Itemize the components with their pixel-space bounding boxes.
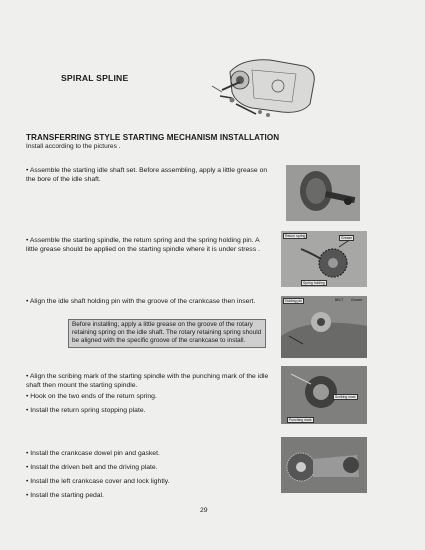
label-holding-pin: Holding pin <box>285 299 302 303</box>
step-stopping-plate-text: • Install the return spring stopping plate. <box>26 407 146 414</box>
label-scribing-mark: Scribing mark <box>335 395 356 399</box>
step-crankcase-cover-text: • Install the left crankcase cover and lock lightly. <box>26 478 170 485</box>
section-subtitle: Install according to the pictures . <box>26 143 121 150</box>
photo-scribing-mark <box>281 366 367 424</box>
step-dowel-pin-text: • Install the crankcase dowel pin and gasket. <box>26 450 160 457</box>
grease-note-text: Before installing, apply a little grease on the groove of the rotary retaining spring on the idle shaft. The rotary retaining spring should be aligned with the specific groove of the crankcase to install. <box>72 321 262 345</box>
step-idle-shaft-text: • Assemble the starting idle shaft set. Before assembling, apply a little grease on the bore of the idle shaft. <box>26 167 268 183</box>
heading-spiral-spline: SPIRAL SPLINE <box>61 73 129 83</box>
label-punching-mark: Punching mark <box>289 418 312 422</box>
grease-note-box <box>68 319 266 348</box>
step-hook-spring-text: • Hook on the two ends of the return spring. <box>26 393 157 400</box>
photo-starting-spindle <box>281 231 367 287</box>
label-return-spring: Return spring <box>285 234 306 238</box>
label-spring-holding: Spring holding <box>303 281 325 285</box>
photo-crankcase <box>281 437 367 493</box>
spiral-spline-diagram <box>192 52 322 122</box>
step-driven-belt-text: • Install the driven belt and the driving plate. <box>26 464 158 471</box>
page-number: 29 <box>200 507 208 514</box>
photo-holding-pin <box>281 296 367 358</box>
step-starting-pedal-text: • Install the starting pedal. <box>26 492 104 499</box>
label-groove: Groove <box>351 298 363 302</box>
section-title: TRANSFERRING STYLE STARTING MECHANISM INSTALLATION <box>26 133 280 142</box>
label-grease: Grease <box>341 236 353 240</box>
step-scribing-mark-text: • Align the scribing mark of the starting spindle with the punching mark of the idle shaft then mount the starting spindle. <box>26 373 269 389</box>
step-align-pin-text: • Align the idle shaft holding pin with the groove of the crankcase then insert. <box>26 298 256 305</box>
photo-idle-shaft <box>286 165 360 221</box>
step-starting-spindle-text: • Assemble the starting spindle, the return spring and the spring holding pin. A little grease should be applied on the starting spindle where it is under stress . <box>26 237 260 253</box>
label-belt: BELT <box>335 298 344 302</box>
